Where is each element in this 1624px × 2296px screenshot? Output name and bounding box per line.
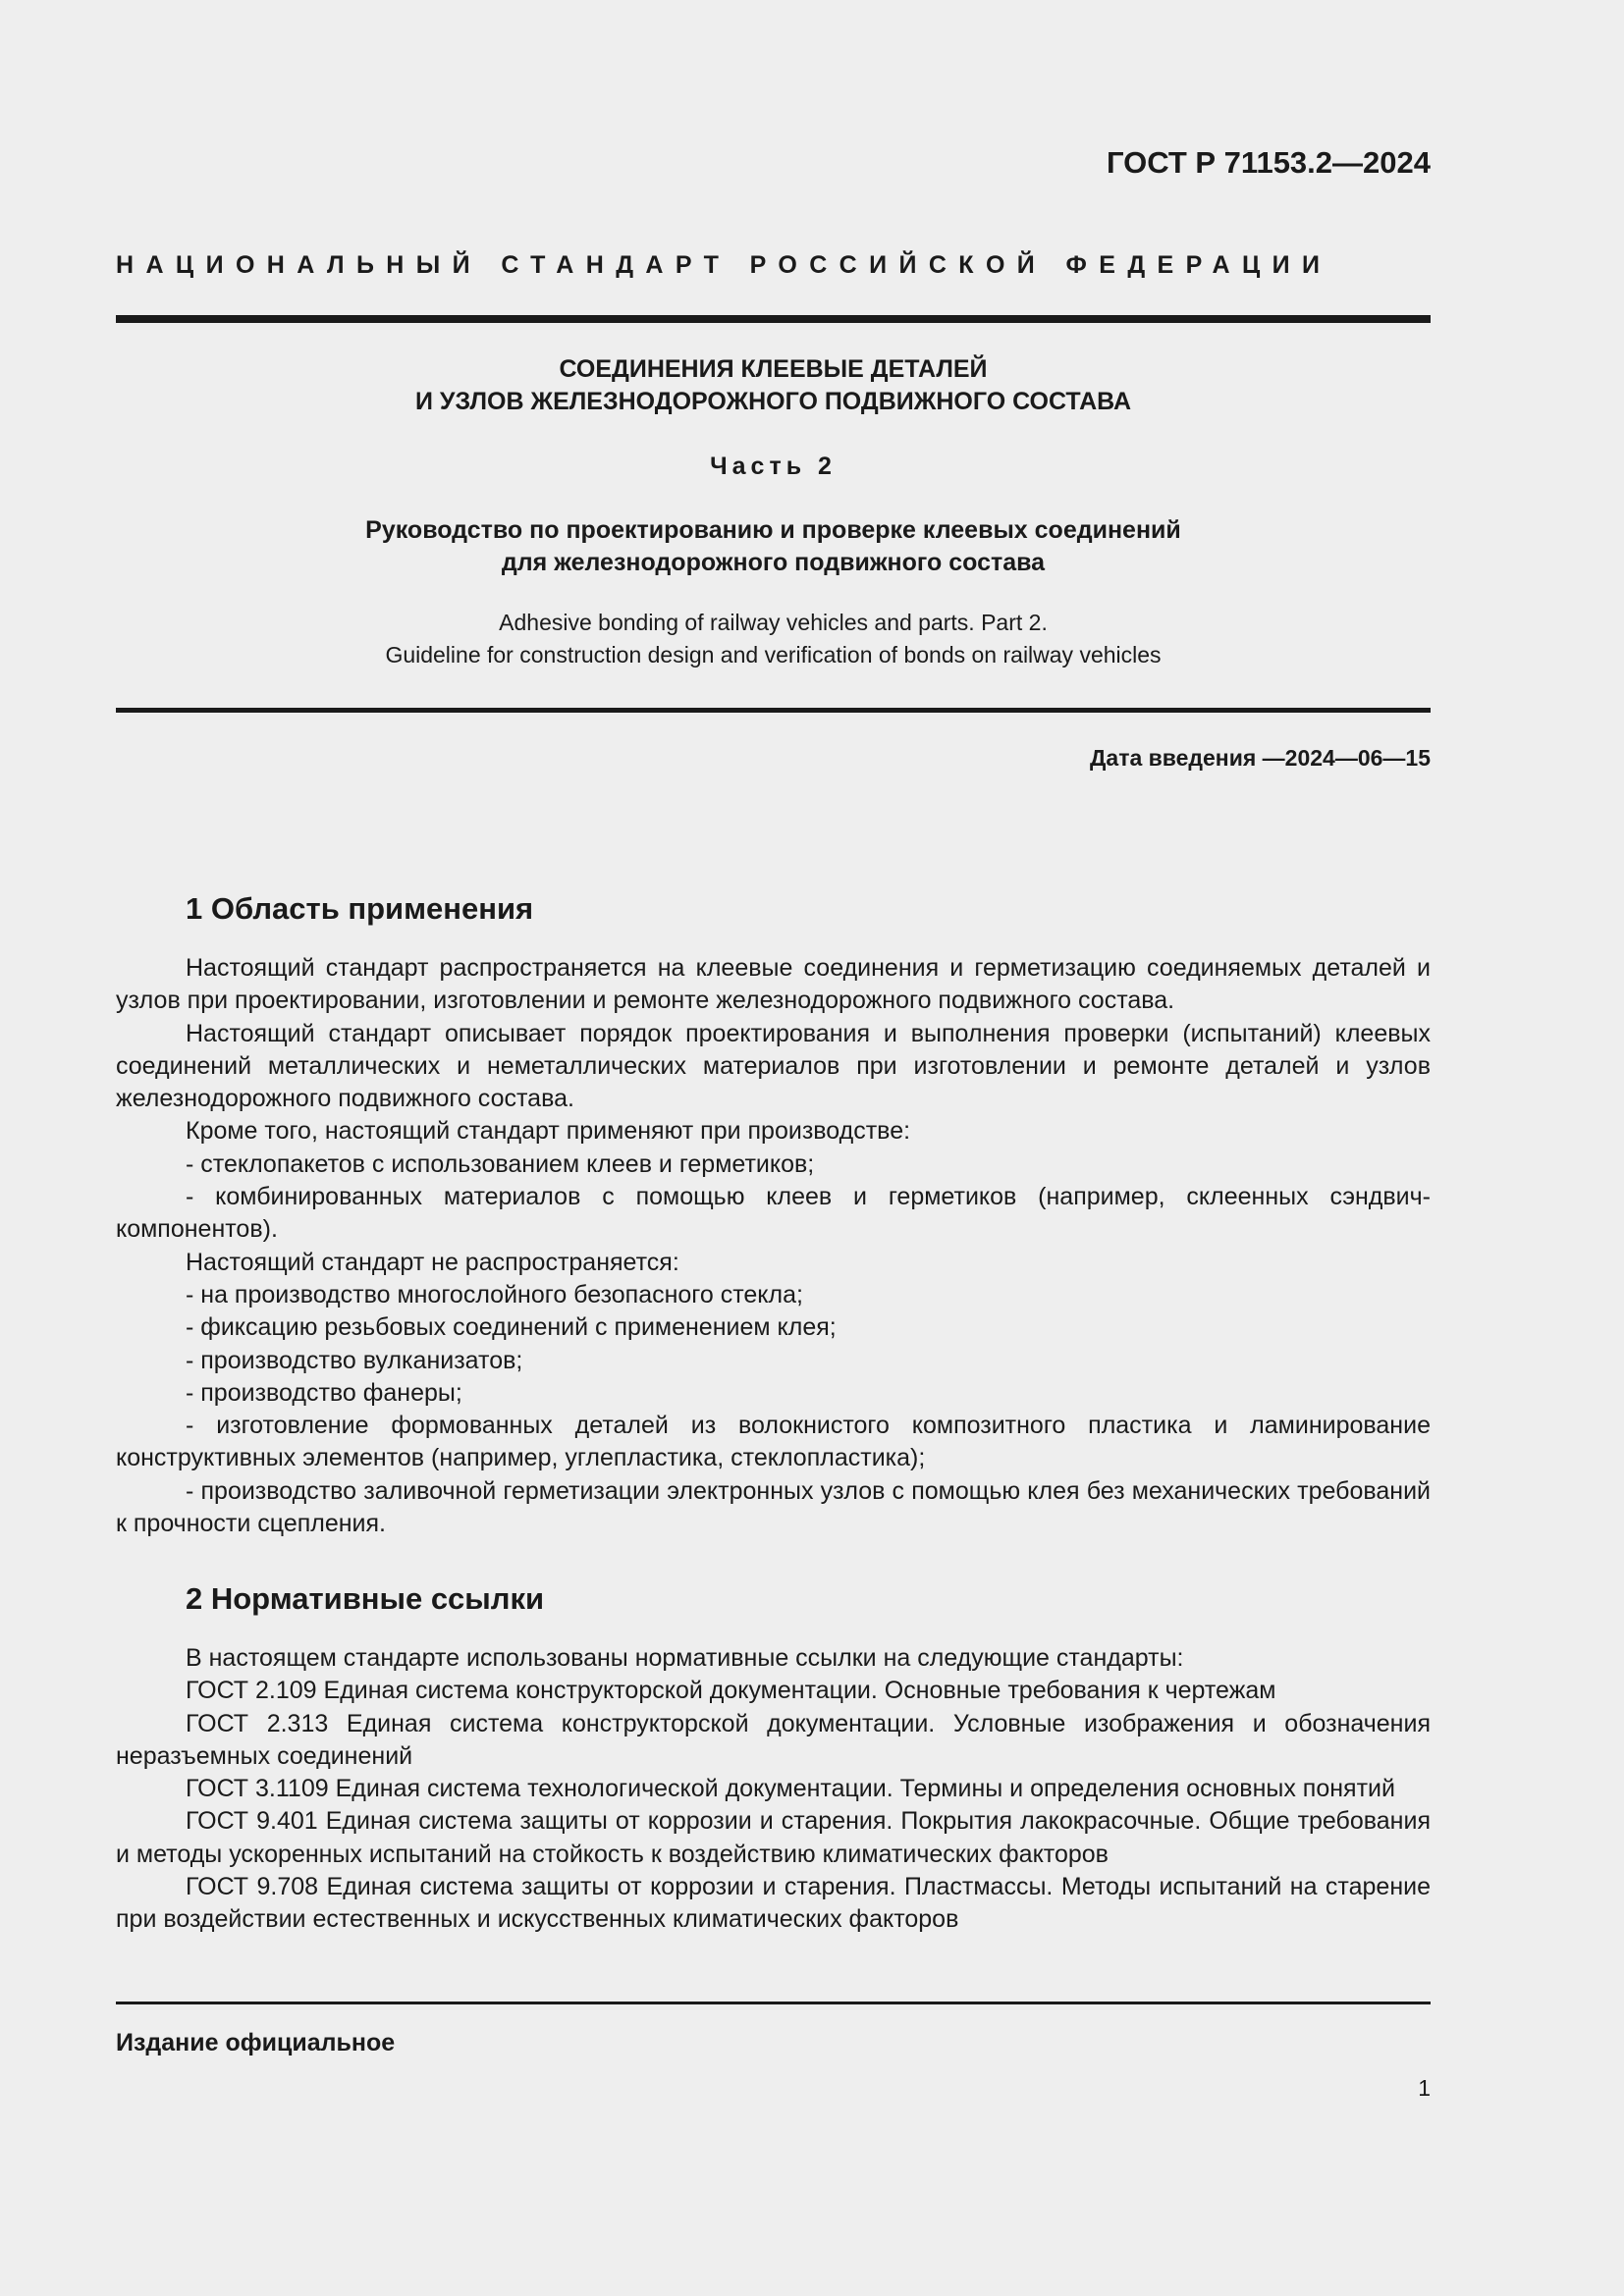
list-item: - производство фанеры; [186,1378,462,1407]
section-2-heading: 2 Нормативные ссылки [186,1581,545,1616]
reference-item: ГОСТ 3.1109 Единая система технологической документации. Термины и определения основных понятий [186,1775,1395,1803]
part-label: Часть 2 [710,453,837,480]
list-item: - комбинированных материалов с помощью клеев и герметиков (например, склеенных сэндвич-компонентов). [116,1183,1431,1244]
reference-item: ГОСТ 9.401 Единая система защиты от коррозии и старения. Покрытия лакокрасочные. Общие требования и методы ускоренных испытаний на стойкость к воздействию климатических факторов [116,1807,1431,1868]
official-edition-label: Издание официальное [116,2029,396,2056]
page-number: 1 [1418,2075,1431,2101]
english-title-line-2: Guideline for construction design and verification of bonds on railway vehicles [385,642,1162,667]
subtitle-line-2: для железнодорожного подвижного состава [501,549,1046,576]
english-title-line-1: Adhesive bonding of railway vehicles and parts. Part 2. [499,610,1048,635]
reference-item: ГОСТ 2.109 Единая система конструкторской документации. Основные требования к чертежам [186,1677,1276,1705]
list-item: - на производство многослойного безопасного стекла; [186,1280,803,1308]
list-item: - изготовление формованных деталей из волокнистого композитного пластика и ламинирование конструктивных элементов (например, углепластика, стеклопластика); [116,1412,1431,1472]
document-subtitle [116,514,1431,579]
paragraph: Настоящий стандарт описывает порядок проектирования и выполнения проверки (испытаний) клеевых соединений металлических и неметаллических материалов при изготовлении и ремонте деталей и узлов железнодорожного подвижного состава. [116,1019,1431,1113]
top-divider [116,315,1431,323]
paragraph: В настоящем стандарте использованы нормативные ссылки на следующие стандарты: [186,1644,1184,1672]
section-2-body [116,1642,1431,1937]
english-title [116,607,1431,671]
section-1-body [116,952,1431,1540]
title-line-2: И УЗЛОВ ЖЕЛЕЗНОДОРОЖНОГО ПОДВИЖНОГО СОСТАВА [414,388,1132,415]
footer-divider [116,2002,1431,2004]
document-number: ГОСТ Р 71153.2—2024 [1106,145,1431,180]
list-item: - производство заливочной герметизации электронных узлов с помощью клея без механических требований к прочности сцепления. [116,1476,1431,1538]
section-1-heading: 1 Область применения [186,891,534,926]
title-line-1: СОЕДИНЕНИЯ КЛЕЕВЫЕ ДЕТАЛЕЙ [559,355,988,383]
paragraph: Настоящий стандарт не распространяется: [186,1248,679,1276]
reference-item: ГОСТ 2.313 Единая система конструкторской документации. Условные изображения и обозначения неразъемных соединений [116,1709,1431,1770]
introduction-date: Дата введения —2024—06—15 [1090,745,1431,771]
subtitle-line-1: Руководство по проектированию и проверке клеевых соединений [365,516,1181,544]
document-title [116,353,1431,418]
national-standard-banner: НАЦИОНАЛЬНЫЙ СТАНДАРТ РОССИЙСКОЙ ФЕДЕРАЦИИ [116,251,1332,279]
list-item: - стеклопакетов с использованием клеев и герметиков; [186,1149,815,1178]
paragraph: Кроме того, настоящий стандарт применяют при производстве: [186,1117,911,1146]
list-item: - фиксацию резьбовых соединений с применением клея; [186,1313,837,1342]
paragraph: Настоящий стандарт распространяется на клеевые соединения и герметизацию соединяемых деталей и узлов при проектировании, изготовлении и ремонте железнодорожного подвижного состава. [116,954,1431,1015]
title-bottom-divider [116,708,1431,713]
list-item: - производство вулканизатов; [186,1346,523,1374]
reference-item: ГОСТ 9.708 Единая система защиты от коррозии и старения. Пластмассы. Методы испытаний на старение при воздействии естественных и искусственных климатических факторов [116,1873,1431,1934]
